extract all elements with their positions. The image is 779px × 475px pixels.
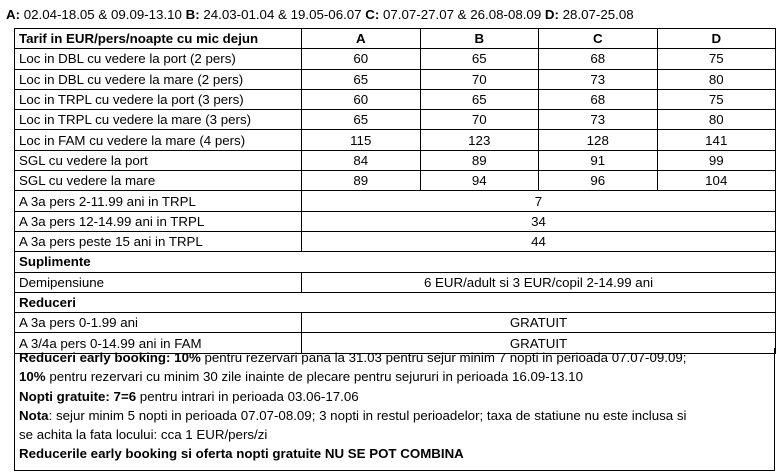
- supplement-price: 6 EUR/adult si 3 EUR/copil 2-14.99 ani: [302, 272, 776, 292]
- discount-cell: A 3a pers 0-1.99 ani: [15, 313, 302, 333]
- room-type-cell: Loc in DBL cu vedere la mare (2 pers): [15, 69, 302, 89]
- price-cell: 65: [302, 69, 421, 89]
- reduceri-heading: Reduceri: [15, 292, 776, 312]
- discount-value: GRATUIT: [302, 313, 776, 333]
- room-type-cell: Loc in DBL cu vedere la port (2 pers): [15, 49, 302, 69]
- table-row: [15, 110, 776, 130]
- price-cell: 65: [302, 110, 421, 130]
- price-cell: 123: [420, 130, 539, 150]
- early-booking-text: pentru rezervari pana la 31.03 pentru sejur minim 7 nopti in perioada 07.07-09.09;: [200, 350, 687, 365]
- early-booking-pct: 10%: [19, 369, 46, 385]
- free-nights-label: Nopti gratuite: 7=6: [19, 388, 137, 404]
- room-type-cell: Loc in FAM cu vedere la mare (4 pers): [15, 130, 302, 150]
- price-cell: 70: [420, 110, 539, 130]
- discount-cell: A 3/4a pers 0-14.99 ani in FAM: [15, 333, 302, 353]
- extra-person-price: 7: [302, 191, 776, 211]
- room-type-cell: Loc in TRPL cu vedere la mare (3 pers): [15, 110, 302, 130]
- table-row: [15, 313, 776, 333]
- nota-line: [19, 406, 770, 425]
- extra-person-price: 44: [302, 231, 776, 251]
- price-cell: 141: [657, 130, 776, 150]
- price-cell: 75: [657, 89, 776, 109]
- free-nights-text: pentru intrari in perioada 03.06-17.06: [136, 388, 359, 404]
- final-note-text: Reducerile early booking si oferta nopti gratuite NU SE POT COMBINA: [19, 446, 464, 462]
- room-type-cell: SGL cu vedere la mare: [15, 171, 302, 191]
- early-booking-label: Reduceri early booking:: [19, 350, 171, 365]
- price-cell: 128: [539, 130, 658, 150]
- period-dates: 07.07-27.07 & 26.08-08.09: [379, 7, 545, 22]
- price-cell: 96: [539, 171, 658, 191]
- price-cell: 70: [420, 69, 539, 89]
- header-cell: Tarif in EUR/pers/noapte cu mic dejun: [15, 29, 302, 49]
- nota-line: [19, 425, 770, 444]
- price-cell: 65: [420, 89, 539, 109]
- early-booking-line: [19, 367, 770, 386]
- table-row: [15, 231, 776, 251]
- table-row: [15, 69, 776, 89]
- period-letter: D:: [544, 7, 559, 22]
- table-row: [15, 89, 776, 109]
- periods-legend: [6, 7, 634, 22]
- extra-person-cell: A 3a pers 12-14.99 ani in TRPL: [15, 211, 302, 231]
- early-booking-text: pentru rezervari cu minim 30 zile inainte de plecare pentru sejururi in perioada 16.09-13.10: [45, 369, 583, 385]
- table-row: [15, 211, 776, 231]
- early-booking-line: [19, 348, 770, 367]
- extra-person-cell: A 3a pers 2-11.99 ani in TRPL: [15, 191, 302, 211]
- discount-value: GRATUIT: [302, 333, 776, 353]
- nota-label: Nota: [19, 407, 49, 423]
- final-note: [19, 444, 770, 463]
- header-cell: D: [657, 29, 776, 49]
- room-type-cell: SGL cu vedere la port: [15, 150, 302, 170]
- header-cell: B: [420, 29, 539, 49]
- price-cell: 89: [420, 150, 539, 170]
- price-cell: 73: [539, 110, 658, 130]
- section-row: [15, 252, 776, 272]
- period-letter: B:: [185, 7, 200, 22]
- period-dates: 28.07-25.08: [558, 7, 634, 22]
- suplimente-heading: Suplimente: [15, 252, 776, 272]
- table-row: [15, 191, 776, 211]
- early-booking-pct: 10%: [170, 350, 201, 365]
- price-cell: 89: [302, 171, 421, 191]
- table-row: [15, 150, 776, 170]
- period-letter: A:: [6, 7, 21, 22]
- free-nights-line: [19, 387, 770, 406]
- period-letter: C:: [365, 7, 380, 22]
- price-cell: 80: [657, 69, 776, 89]
- room-type-cell: Loc in TRPL cu vedere la port (3 pers): [15, 89, 302, 109]
- price-cell: 75: [657, 49, 776, 69]
- nota-text: : sejur minim 5 nopti in perioada 07.07-08.09; 3 nopti in restul perioadelor; taxa de statiune nu este inclusa si: [48, 407, 687, 423]
- price-cell: 99: [657, 150, 776, 170]
- price-cell: 60: [302, 89, 421, 109]
- header-cell: A: [302, 29, 421, 49]
- price-cell: 73: [539, 69, 658, 89]
- extra-person-price: 34: [302, 211, 776, 231]
- table-header-row: [15, 29, 776, 49]
- period-dates: 02.04-18.05 & 09.09-13.10: [20, 7, 186, 22]
- price-cell: 65: [420, 49, 539, 69]
- price-cell: 60: [302, 49, 421, 69]
- extra-person-cell: A 3a pers peste 15 ani in TRPL: [15, 231, 302, 251]
- tariff-table: [14, 28, 776, 354]
- table-row: [15, 49, 776, 69]
- price-cell: 104: [657, 171, 776, 191]
- price-cell: 68: [539, 49, 658, 69]
- price-cell: 115: [302, 130, 421, 150]
- price-cell: 68: [539, 89, 658, 109]
- price-cell: 80: [657, 110, 776, 130]
- header-cell: C: [539, 29, 658, 49]
- period-dates: 24.03-01.04 & 19.05-06.07: [199, 7, 366, 22]
- price-cell: 94: [420, 171, 539, 191]
- notes-box: [14, 348, 775, 471]
- section-row: [15, 292, 776, 312]
- supplement-cell: Demipensiune: [15, 272, 302, 292]
- price-cell: 84: [302, 150, 421, 170]
- table-row: [15, 130, 776, 150]
- table-row: [15, 171, 776, 191]
- nota-text: se achita la fata locului: cca 1 EUR/pers/zi: [19, 427, 268, 443]
- table-row: [15, 272, 776, 292]
- price-cell: 91: [539, 150, 658, 170]
